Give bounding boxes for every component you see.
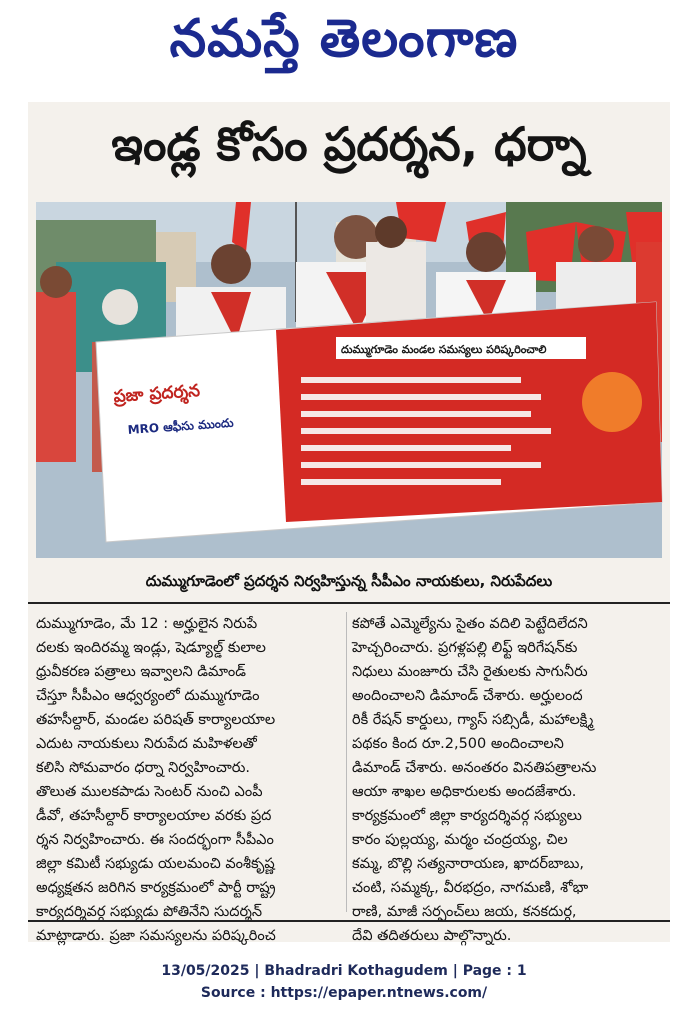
text-line: హెచ్చరించారు. ప్రగళ్లపల్లి లిఫ్ట్ ఇరిగేషన్‌కు	[352, 640, 578, 656]
headline: ఇండ్ల కోసం ప్రదర్శన, ధర్నా	[111, 117, 587, 171]
text-line: చంటి, సమ్మక్క, వీరభద్రం, నాగమణి, శోభా	[352, 880, 589, 896]
article-column-left	[36, 612, 346, 944]
protest-banner	[96, 302, 662, 542]
banner-side-sub: MRO ఆఫీసు ముందు	[127, 415, 234, 437]
text-line: ఎదుట నాయకులు నిరుపేద మహిళలతో	[36, 736, 257, 752]
text-line: జిల్లా కమిటీ సభ్యుడు యలమంచి వంశీకృష్ణ	[36, 856, 275, 872]
page-footer	[0, 960, 688, 1004]
column-divider	[346, 612, 347, 912]
text-line: తహసీల్దార్, మండల పరిషత్ కార్యాలయాల	[36, 712, 276, 728]
text-line: దలకు ఇందిరమ్మ ఇండ్లు, షెడ్యూల్డ్ కులాల	[36, 640, 266, 656]
text-line: డిమాండ్ చేశారు. అనంతరం వినతిపత్రాలను	[352, 760, 597, 776]
text-line: ధ్రువీకరణ పత్రాలు ఇవ్వాలని డిమాండ్	[36, 664, 246, 680]
photo-caption: దుమ్ముగూడెంలో ప్రదర్శన నిర్వహిస్తున్న సీపీఎం నాయకులు, నిరుపేదలు	[145, 572, 553, 590]
text-line: నిధులు మంజూరు చేసి రైతులకు సాగునీరు	[352, 664, 588, 680]
text-line: కపోతే ఎమ్మెల్యేను సైతం వదిలి పెట్టేదిలేదని	[352, 616, 588, 632]
banner-title: దుమ్ముగూడెం మండల సమస్యలు పరిష్కరించాలి	[341, 343, 547, 356]
text-line: మాట్లాడారు. ప్రజా సమస్యలను పరిష్కరించ	[36, 928, 276, 944]
text-line: కారం పుల్లయ్య, మర్మం చంద్రయ్య, చిల	[352, 832, 568, 848]
text-line: కమ్మ, బొల్లి సత్యనారాయణ, ఖాదర్‌బాబు,	[352, 856, 585, 872]
text-line: దుమ్ముగూడెం, మే 12 : అర్హులైన నిరుపే	[36, 616, 258, 632]
edition-info: 13/05/2025 | Bhadradri Kothagudem | Page : 1	[161, 963, 527, 979]
source-link[interactable]: Source : https://epaper.ntnews.com/	[200, 985, 488, 1001]
banner-side-label: ప్రజా ప్రదర్శన	[112, 381, 201, 407]
text-line: డీవో, తహసీల్దార్ కార్యాలయాల వరకు ప్రద	[36, 808, 272, 824]
masthead	[0, 0, 688, 78]
text-line: రికీ రేషన్ కార్డులు, గ్యాస్ సబ్సిడీ, మహాలక్ష్మి	[352, 712, 594, 728]
news-clipping	[28, 102, 670, 942]
text-line: ర్శన నిర్వహించారు. ఈ సందర్భంగా సీపీఎం	[36, 832, 274, 848]
bottom-rule	[28, 920, 670, 922]
text-line: అధ్యక్షతన జరిగిన కార్యక్రమంలో పార్టీ రాష్ట్ర	[36, 880, 276, 896]
newspaper-logo: నమస్తే తెలంగాణ	[169, 8, 519, 69]
text-line: చేస్తూ సీపీఎం ఆధ్వర్యంలో దుమ్ముగూడెం	[36, 688, 260, 704]
caption-rule	[28, 602, 670, 604]
text-line: రాణి, మాజీ సర్పంచ్‌లు జయ, కనకదుర్గ,	[352, 904, 577, 920]
text-line: అందించాలని డిమాండ్ చేశారు. అర్హులంద	[352, 688, 583, 704]
text-line: కలిసి సోమవారం ధర్నా నిర్వహించారు.	[36, 760, 250, 776]
text-line: కార్యదర్శివర్గ సభ్యుడు పోతినేని సుదర్శన్	[36, 904, 263, 920]
news-photo	[36, 202, 662, 558]
text-line: తొలుత ములకపాడు సెంటర్ నుంచి ఎంపీ	[36, 784, 263, 800]
text-line: కార్యక్రమంలో జిల్లా కార్యదర్శివర్గ సభ్యులు	[352, 808, 582, 824]
text-line: దేవి తదితరులు పాల్గొన్నారు.	[352, 928, 512, 944]
article-column-right	[352, 612, 662, 944]
fist-emblem-icon	[582, 372, 642, 432]
text-line: ఆయా శాఖల అధికారులకు అందజేశారు.	[352, 784, 577, 800]
text-line: పథకం కింద రూ.2,500 అందించాలని	[352, 736, 564, 752]
